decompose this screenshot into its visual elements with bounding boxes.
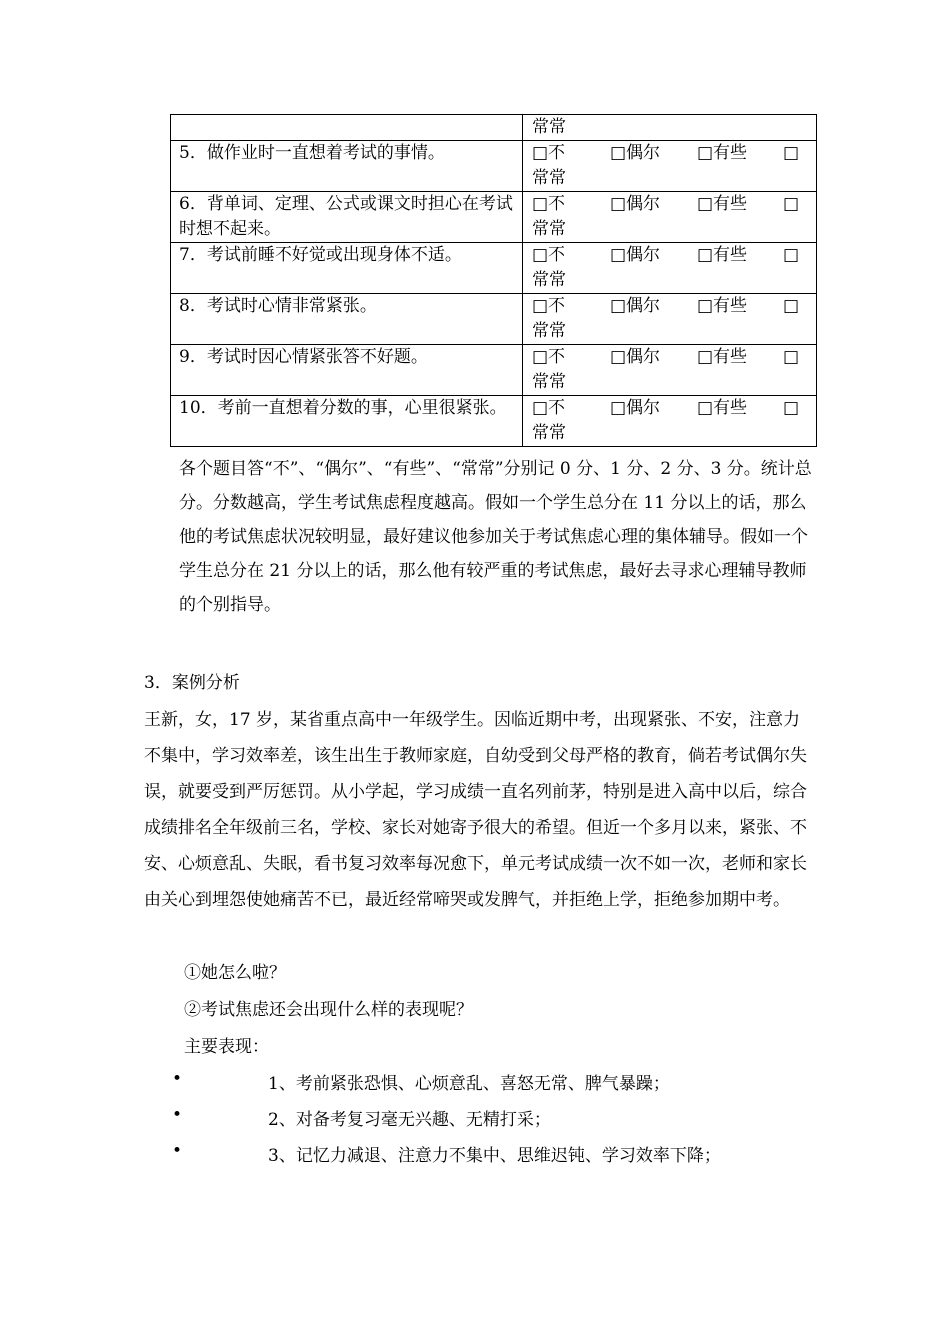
table-row	[171, 396, 817, 447]
bullet-icon: •	[172, 1105, 183, 1125]
option-often[interactable]: □	[783, 143, 800, 163]
option-never[interactable]: □不	[532, 194, 566, 214]
option-occasionally[interactable]: □偶尔	[610, 296, 661, 316]
manifestation-text: 3、记忆力减退、注意力不集中、思维迟钝、学习效率下降；	[268, 1146, 721, 1166]
manifestation-text: 1、考前紧张恐惧、心烦意乱、喜怒无常、脾气暴躁；	[268, 1074, 670, 1094]
option-never[interactable]: □不	[532, 143, 566, 163]
answer-options	[532, 345, 816, 370]
section-heading: 3．案例分析	[144, 673, 240, 693]
answer-cell	[523, 141, 817, 192]
option-wrap-text: 常常	[532, 168, 566, 188]
question-cell: 7．考试前睡不好觉或出现身体不适。	[171, 243, 523, 294]
case-description: 王新，女，17 岁，某省重点高中一年级学生。因临近期中考，出现紧张、不安，注意力不集中，学习效率差，该生出生于教师家庭，自幼受到父母严格的教育，倘若考试偶尔失误，就要受到严厉惩罚。从小学起，学习成绩一直名列前茅，特别是进入高中以后，综合成绩排名全年级前三名，学校、家长对她寄予很大的希望。但近一个多月以来，紧张、不安、心烦意乱、失眠，看书复习效率每况愈下，单元考试成绩一次不如一次，老师和家长由关心到埋怨使她痛苦不已，最近经常啼哭或发脾气，并拒绝上学，拒绝参加期中考。	[144, 710, 807, 910]
option-wrap-text: 常常	[532, 321, 566, 341]
answer-options	[532, 294, 816, 319]
option-often[interactable]: □	[783, 194, 800, 214]
option-never[interactable]: □不	[532, 398, 566, 418]
anxiety-questionnaire-table	[170, 114, 817, 447]
question-cell: 6．背单词、定理、公式或课文时担心在考试时想不起来。	[171, 192, 523, 243]
answer-cell	[523, 396, 817, 447]
option-wrap-text: 常常	[532, 270, 566, 290]
question-cell: 9．考试时因心情紧张答不好题。	[171, 345, 523, 396]
option-wrap-text: 常常	[532, 372, 566, 392]
option-occasionally[interactable]: □偶尔	[610, 398, 661, 418]
manifestation-text: 2、对备考复习毫无兴趣、无精打采；	[268, 1110, 551, 1130]
option-occasionally[interactable]: □偶尔	[610, 194, 661, 214]
bullet-icon: •	[172, 1069, 183, 1089]
question-other-manifestations: ②考试焦虑还会出现什么样的表现呢？	[184, 1000, 473, 1020]
option-occasionally[interactable]: □偶尔	[610, 143, 661, 163]
question-what-happened: ①她怎么啦？	[184, 963, 286, 983]
table-row	[171, 192, 817, 243]
bullet-icon: •	[172, 1141, 183, 1161]
answer-options	[532, 243, 816, 268]
option-often[interactable]: □	[783, 398, 800, 418]
option-occasionally[interactable]: □偶尔	[610, 347, 661, 367]
option-never[interactable]: □不	[532, 296, 566, 316]
scoring-explanation: 各个题目答“不”、“偶尔”、“有些”、“常常”分别记 0 分、1 分、2 分、3 分。统计总分。分数越高，学生考试焦虑程度越高。假如一个学生总分在 11 分以上的话，那么他的考试焦虑状况较明显，最好建议他参加关于考试焦虑心理的集体辅导。假如一个学生总分在 21 分以上的话，那么他有较严重的考试焦虑，最好去寻求心理辅导教师的个别指导。	[179, 459, 812, 615]
option-never[interactable]: □不	[532, 347, 566, 367]
question-cell: 5．做作业时一直想着考试的事情。	[171, 141, 523, 192]
answer-cell	[523, 345, 817, 396]
table-row	[171, 141, 817, 192]
answer-options	[532, 396, 816, 421]
option-sometimes[interactable]: □有些	[697, 245, 748, 265]
table-row	[171, 115, 817, 141]
answer-cell	[523, 294, 817, 345]
table-row	[171, 243, 817, 294]
option-occasionally[interactable]: □偶尔	[610, 245, 661, 265]
option-wrap-text: 常常	[532, 423, 566, 443]
answer-options	[532, 192, 816, 217]
option-sometimes[interactable]: □有些	[697, 143, 748, 163]
option-often[interactable]: □	[783, 347, 800, 367]
option-often[interactable]: □	[783, 245, 800, 265]
question-cell: 10．考前一直想着分数的事，心里很紧张。	[171, 396, 523, 447]
answer-cell	[523, 243, 817, 294]
option-often[interactable]: □	[783, 296, 800, 316]
option-wrap-text: 常常	[532, 219, 566, 239]
answer-cell	[523, 192, 817, 243]
answer-cell	[523, 115, 817, 141]
question-cell: 8．考试时心情非常紧张。	[171, 294, 523, 345]
main-manifestations-label: 主要表现：	[184, 1037, 269, 1057]
option-wrap-text: 常常	[532, 117, 566, 137]
table-row	[171, 294, 817, 345]
question-cell	[171, 115, 523, 141]
option-sometimes[interactable]: □有些	[697, 194, 748, 214]
option-sometimes[interactable]: □有些	[697, 347, 748, 367]
answer-options	[532, 141, 816, 166]
option-sometimes[interactable]: □有些	[697, 398, 748, 418]
table-row	[171, 345, 817, 396]
option-sometimes[interactable]: □有些	[697, 296, 748, 316]
option-never[interactable]: □不	[532, 245, 566, 265]
